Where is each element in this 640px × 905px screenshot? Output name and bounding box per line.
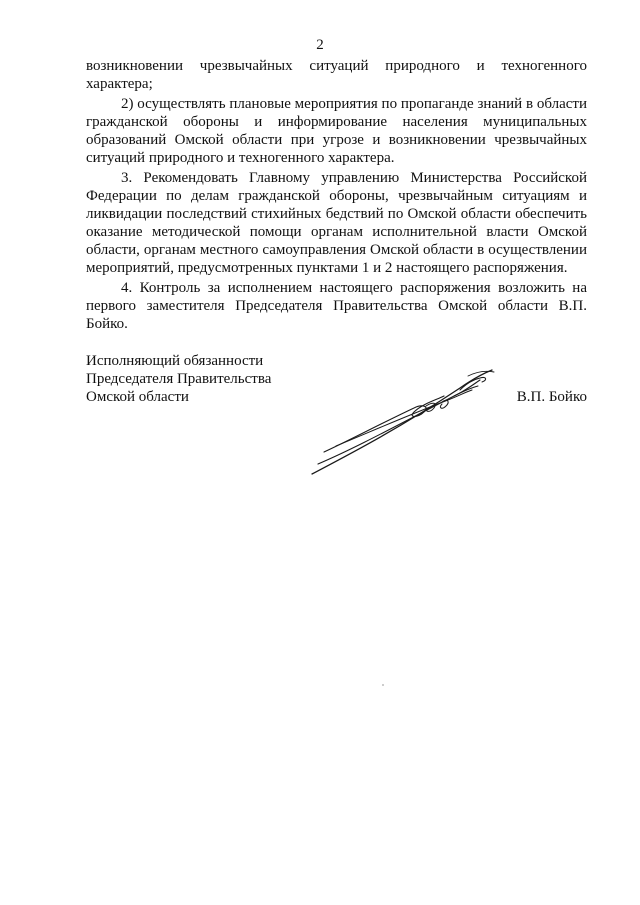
paragraph-item-2: 2) осуществлять плановые мероприятия по пропаганде знаний в области гражданской обороны и информирование населения муниципальных образований Омской области при угрозе и возникновении чрезвычайных ситуаций природного и техногенного характера.	[86, 96, 587, 166]
signatory-name: В.П. Бойко	[516, 389, 587, 405]
signature-block	[86, 352, 587, 492]
signatory-title-line-1: Исполняющий обязанности	[86, 353, 264, 369]
document-body	[86, 57, 587, 335]
signatory-title-line-2: Председателя Правительства	[86, 371, 272, 387]
paragraph-point-4: 4. Контроль за исполнением настоящего распоряжения возложить на первого заместителя Председателя Правительства Омской области В.П. Бойко.	[86, 280, 587, 332]
paragraph-point-3: 3. Рекомендовать Главному управлению Министерства Российской Федерации по делам гражданской обороны, чрезвычайным ситуациям и ликвидации последствий стихийных бедствий по Омской области обеспечить оказание методической помощи органам исполнительной власти Омской области, органам местного самоуправления Омской области в осуществлении мероприятий, предусмотренных пунктами 1 и 2 настоящего распоряжения.	[86, 170, 587, 276]
scan-speck	[382, 684, 384, 686]
paragraph-continuation: возникновении чрезвычайных ситуаций природного и техногенного характера;	[86, 58, 587, 92]
handwritten-signature-icon	[310, 366, 500, 476]
signatory-title-line-3: Омской области	[86, 389, 189, 405]
page-number: 2	[316, 37, 324, 53]
